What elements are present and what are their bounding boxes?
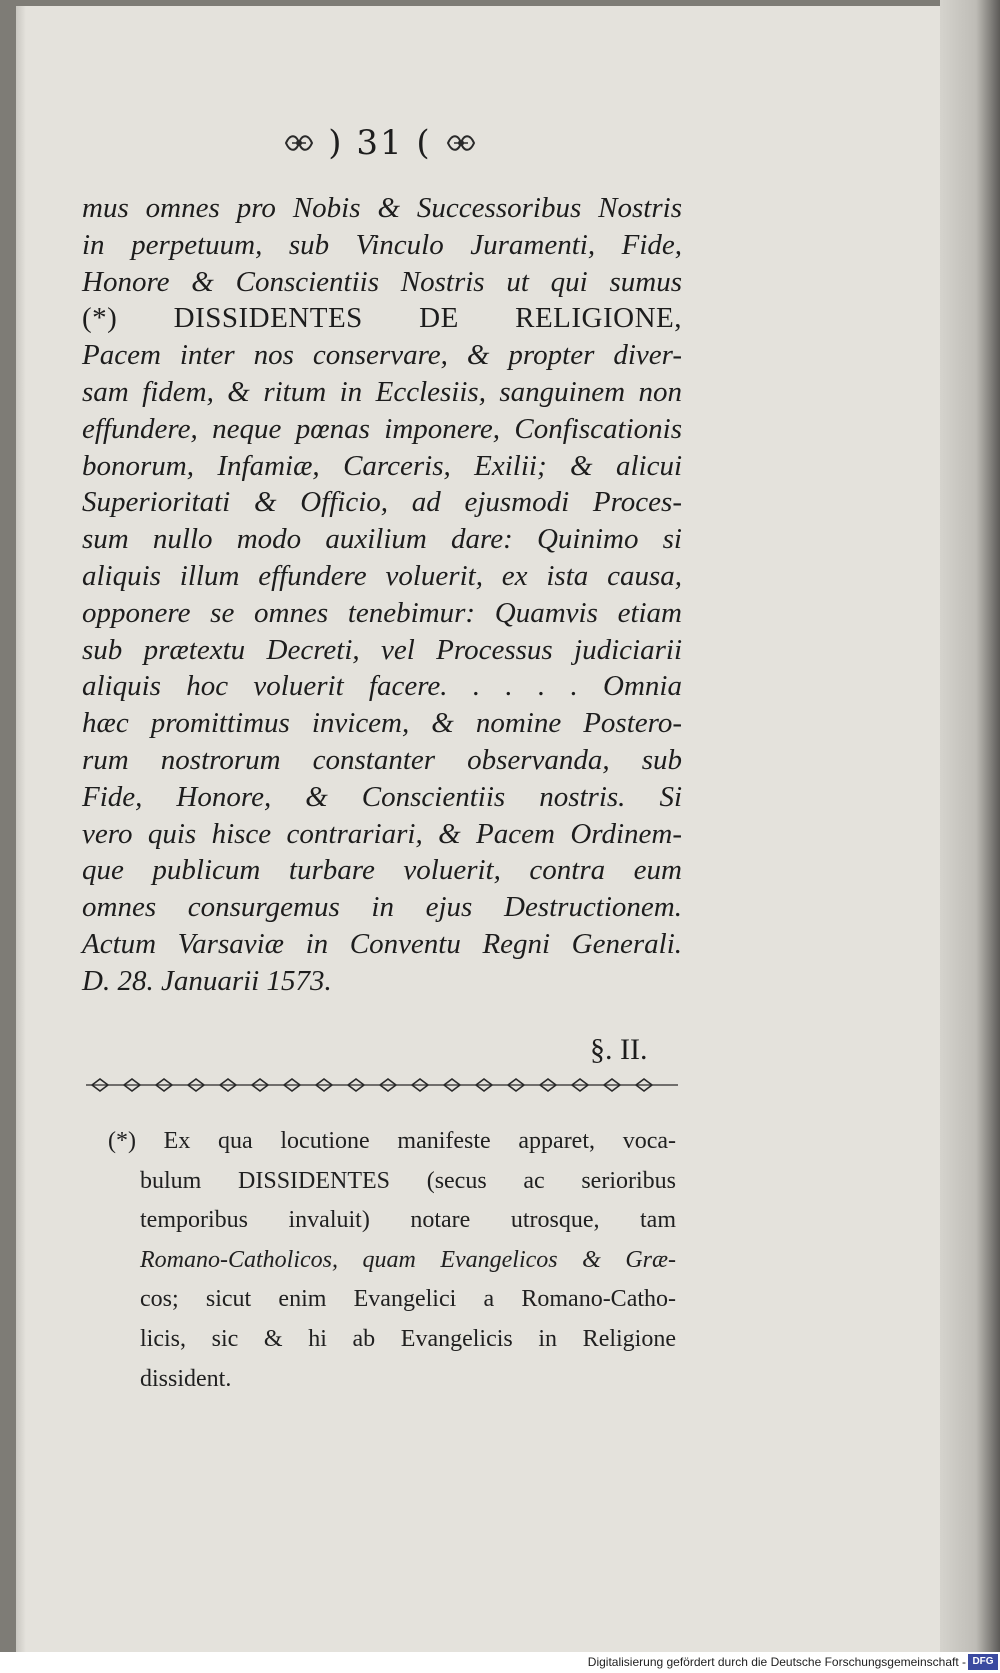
page-number: ) 31 ( xyxy=(328,123,432,163)
text-line: Superioritati & Officio, ad ejusmodi Proces- xyxy=(82,486,682,519)
text-line: omnes consurgemus in ejus Destructionem. xyxy=(82,891,682,924)
text-line: vero quis hisce contrariari, & Pacem Ordinem- xyxy=(82,817,682,850)
footnote-line: temporibus invaluit) notare utrosque, tam xyxy=(140,1207,676,1234)
text-line: Pacem inter nos conservare, & propter diver- xyxy=(82,339,682,372)
text-line: sum nullo modo auxilium dare: Quinimo si xyxy=(82,523,682,556)
text-line: sam fidem, & ritum in Ecclesiis, sanguinem non xyxy=(82,375,682,408)
text-line: rum nostrorum constanter observanda, sub xyxy=(82,743,682,776)
text-line: Actum Varsaviæ in Conventu Regni Generali. xyxy=(82,927,682,960)
funding-credit: Digitalisierung gefördert durch die Deutsche Forschungsgemeinschaft - xyxy=(587,1655,966,1669)
running-head xyxy=(245,118,515,168)
credit-bar xyxy=(0,1652,1000,1673)
footnote-italic-text: Romano-Catholicos, quam Evangelicos & Græ- xyxy=(140,1246,676,1273)
page-edge xyxy=(940,0,1000,1652)
text-line: Honore & Conscientiis Nostris ut qui sumus xyxy=(82,265,682,298)
text-line: que publicum turbare voluerit, contra eum xyxy=(82,854,682,887)
footnote-line: cos; sicut enim Evangelici a Romano-Catho- xyxy=(140,1286,676,1313)
text-line: in perpetuum, sub Vinculo Juramenti, Fide, xyxy=(82,228,682,261)
spine-shadow xyxy=(16,6,26,1652)
text-line: effundere, neque pœnas imponere, Confiscationis xyxy=(82,412,682,445)
text-line: Fide, Honore, & Conscientiis nostris. Si xyxy=(82,780,682,813)
text-line: mus omnes pro Nobis & Successoribus Nostris xyxy=(82,192,682,224)
leaf-ornament-icon xyxy=(284,130,314,156)
text-line: hæc promittimus invicem, & nomine Postero- xyxy=(82,707,682,740)
section-mark: §. II. xyxy=(590,1033,648,1066)
footnote-line: dissident. xyxy=(140,1365,232,1392)
text-line: opponere se omnes tenebimur: Quamvis etiam xyxy=(82,596,682,629)
leaf-ornament-icon xyxy=(446,130,476,156)
text-line-date: D. 28. Januarii 1573. xyxy=(82,964,332,997)
main-text-block xyxy=(82,190,682,1000)
footnote-block xyxy=(108,1122,676,1399)
text-line: aliquis illum effundere voluerit, ex ista causa, xyxy=(82,559,682,592)
text-line-heading-dissidentes: (*) DISSIDENTES DE RELIGIONE, xyxy=(82,302,682,335)
text-line: sub prætextu Decreti, vel Processus judiciarii xyxy=(82,633,682,666)
fleuron-rule xyxy=(82,1075,682,1095)
footnote-line: bulum DISSIDENTES (secus ac serioribus xyxy=(140,1167,676,1194)
text-line: bonorum, Infamiæ, Carceris, Exilii; & alicui xyxy=(82,449,682,482)
footnote-line: licis, sic & hi ab Evangelicis in Religione xyxy=(140,1325,676,1352)
text-line: aliquis hoc voluerit facere. . . . . Omnia xyxy=(82,670,682,703)
footnote-line xyxy=(108,1241,676,1281)
footnote-line: (*) Ex qua locutione manifeste apparet, voca- xyxy=(108,1128,676,1154)
dfg-logo: DFG xyxy=(968,1654,998,1670)
